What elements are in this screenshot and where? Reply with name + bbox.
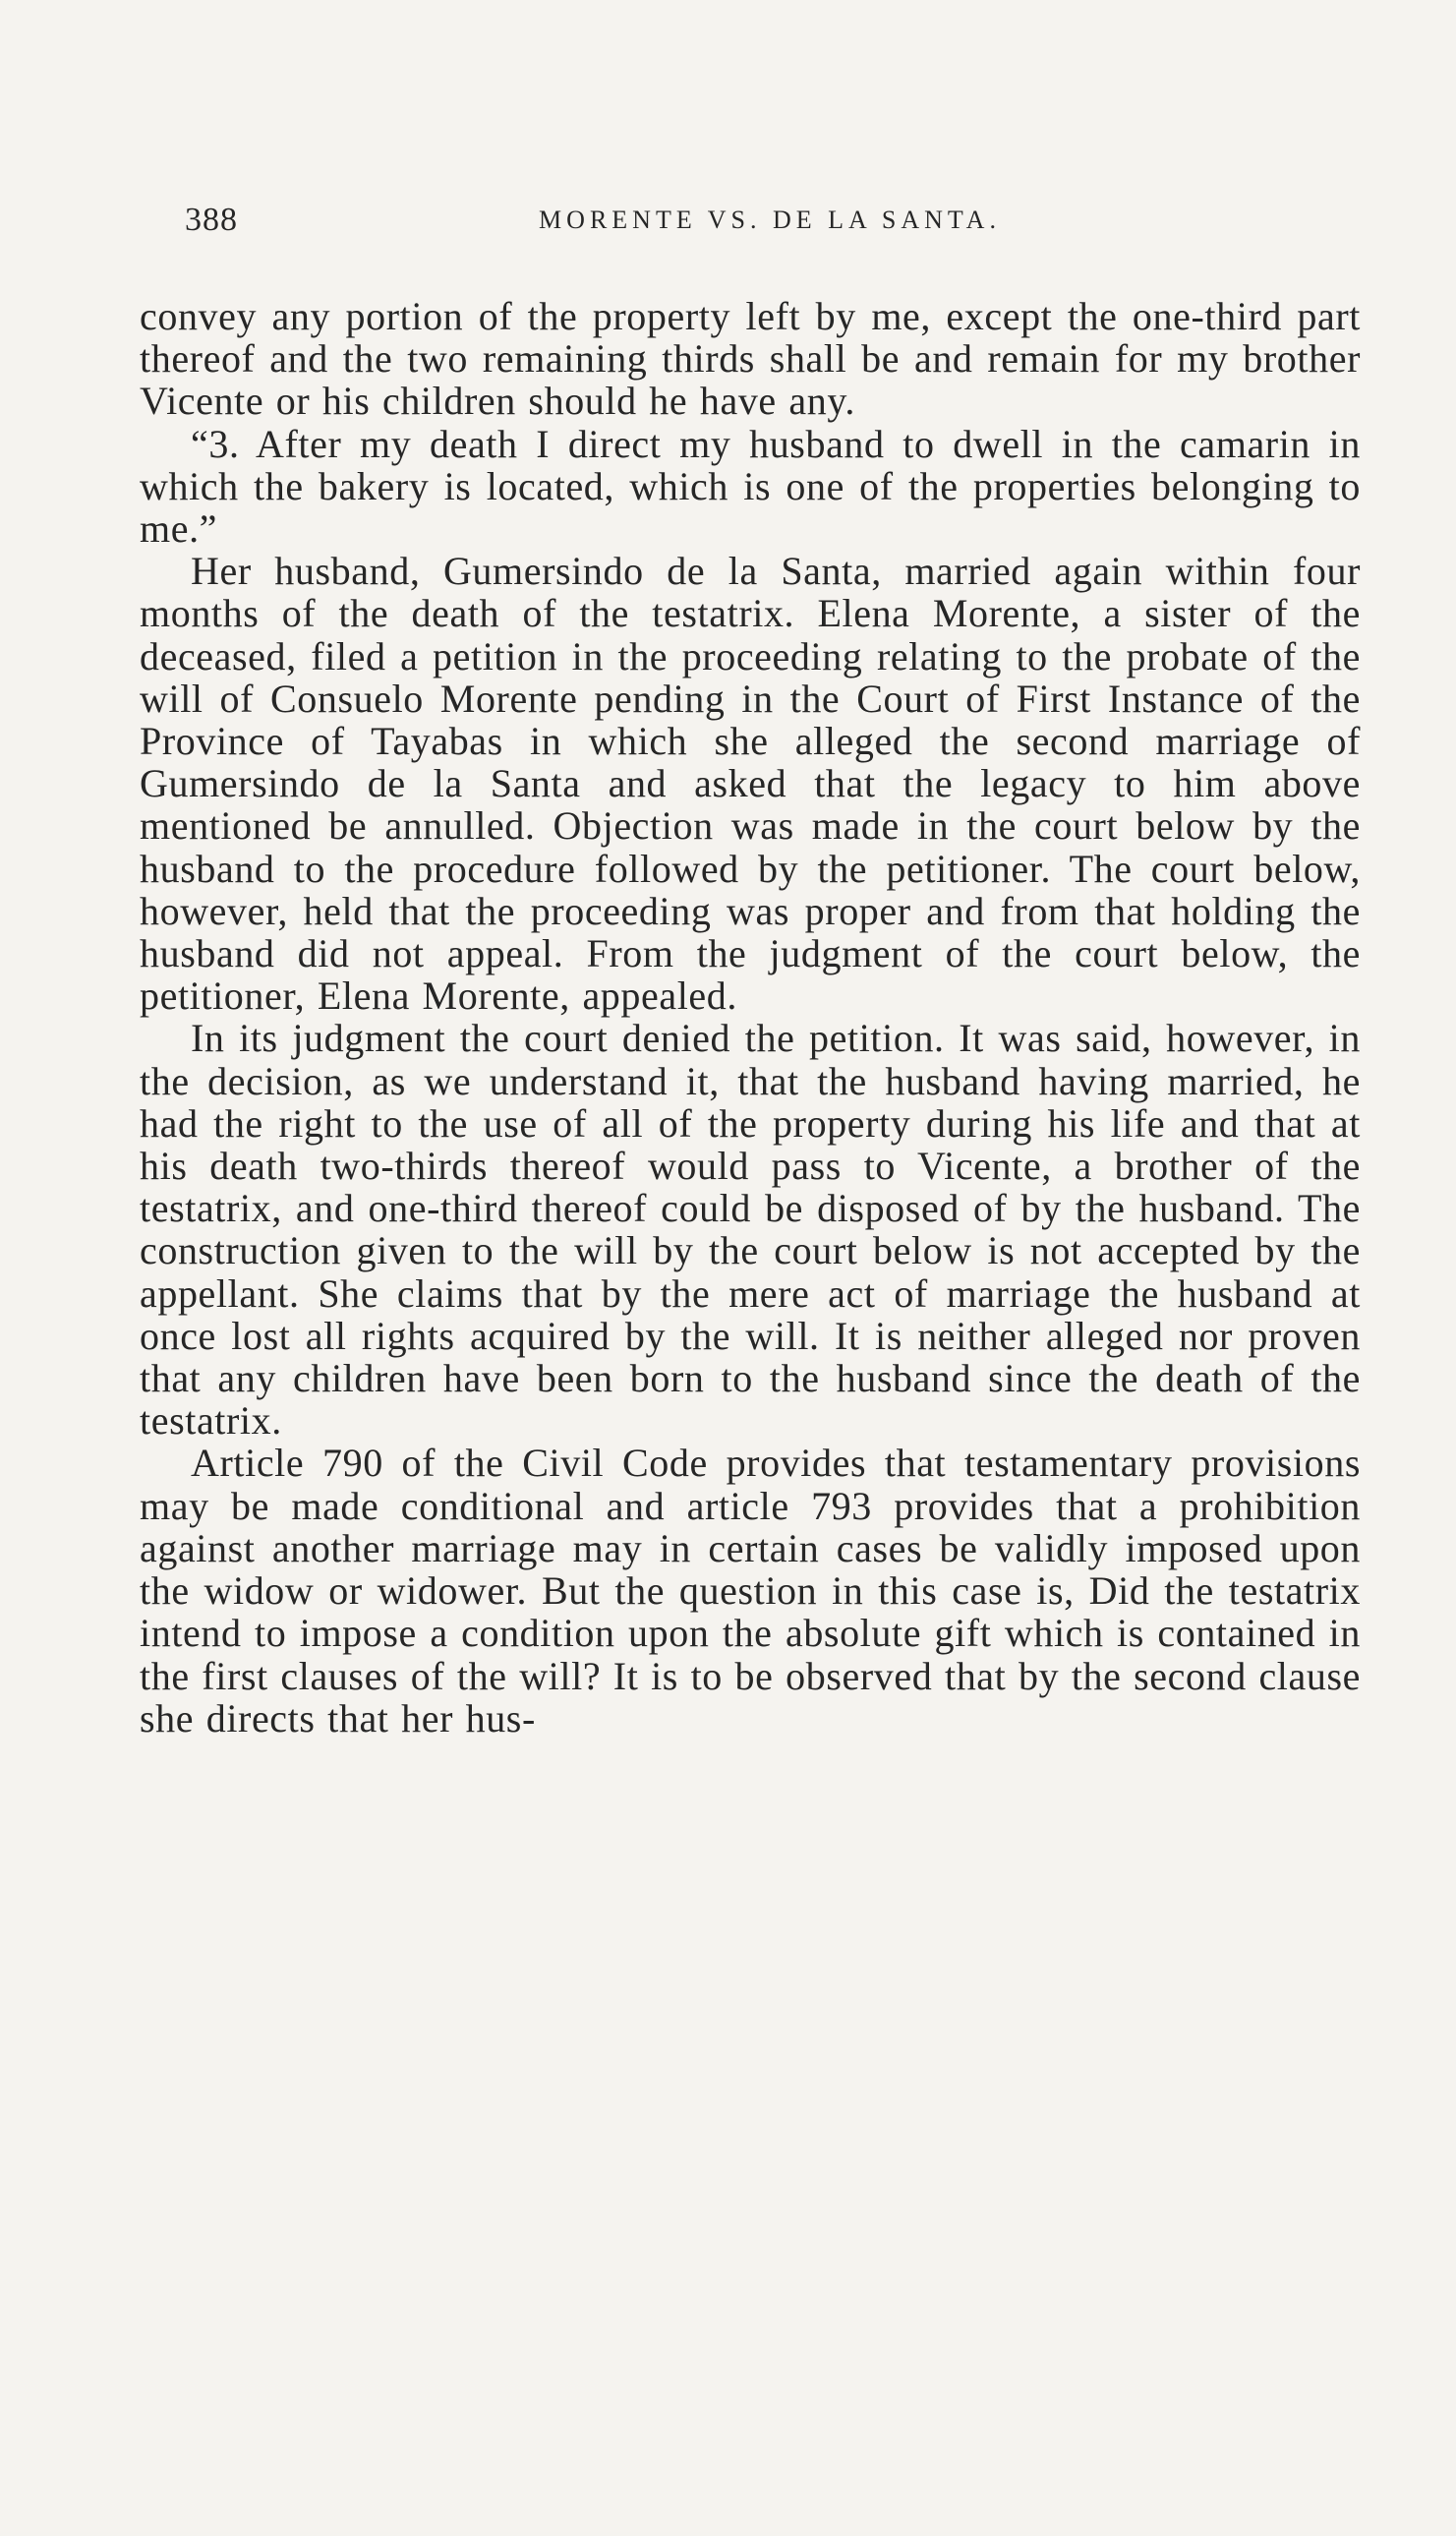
- paragraph-2: “3. After my death I direct my husband to dwell in the camarin in which the bakery is located, which is one of the properties belonging to me.”: [140, 421, 1361, 552]
- body-text: [140, 295, 1361, 1740]
- paragraph-1: convey any portion of the property left by me, except the one-third part thereof and the two remaining thirds shall be and remain for my brother Vicente or his children should he have any.: [140, 294, 1361, 424]
- running-head: MORENTE VS. DE LA SANTA.: [539, 206, 1001, 234]
- paragraph-4: In its judgment the court denied the petition. It was said, however, in the decision, as we understand it, that the husband having married, he had the right to the use of all of the property during his life and that at his death two-thirds thereof would pass to Vicente, a brother of the testatrix, and one-third thereof could be disposed of by the husband. The construction given to the will by the court below is not accepted by the appellant. She claims that by the mere act of marriage the husband at once lost all rights acquired by the will. It is neither alleged nor proven that any children have been born to the husband since the death of the testatrix.: [140, 1016, 1361, 1444]
- paragraph-3: Her husband, Gumersindo de la Santa, married again within four months of the death of the testatrix. Elena Morente, a sister of the deceased, filed a petition in the proceeding relating to the probate of the will of Consuelo Morente pending in the Court of First Instance of the Province of Tayabas in which she alleged the second marriage of Gumersindo de la Santa and asked that the legacy to him above mentioned be annulled. Objection was made in the court below by the husband to the procedure followed by the petitioner. The court below, however, held that the proceeding was proper and from that holding the husband did not appeal. From the judgment of the court below, the petitioner, Elena Morente, appealed.: [140, 549, 1361, 1019]
- page-header: [185, 202, 1355, 249]
- paragraph-5: Article 790 of the Civil Code provides that testamentary provisions may be made conditional and article 793 provides that a prohibition against another marriage may in certain cases be validly imposed upon the widow or widower. But the question in this case is, Did the testatrix intend to impose a condition upon the absolute gift which is contained in the first clauses of the will? It is to be observed that by the second clause she directs that her hus-: [140, 1441, 1361, 1740]
- page-number: 388: [185, 202, 238, 238]
